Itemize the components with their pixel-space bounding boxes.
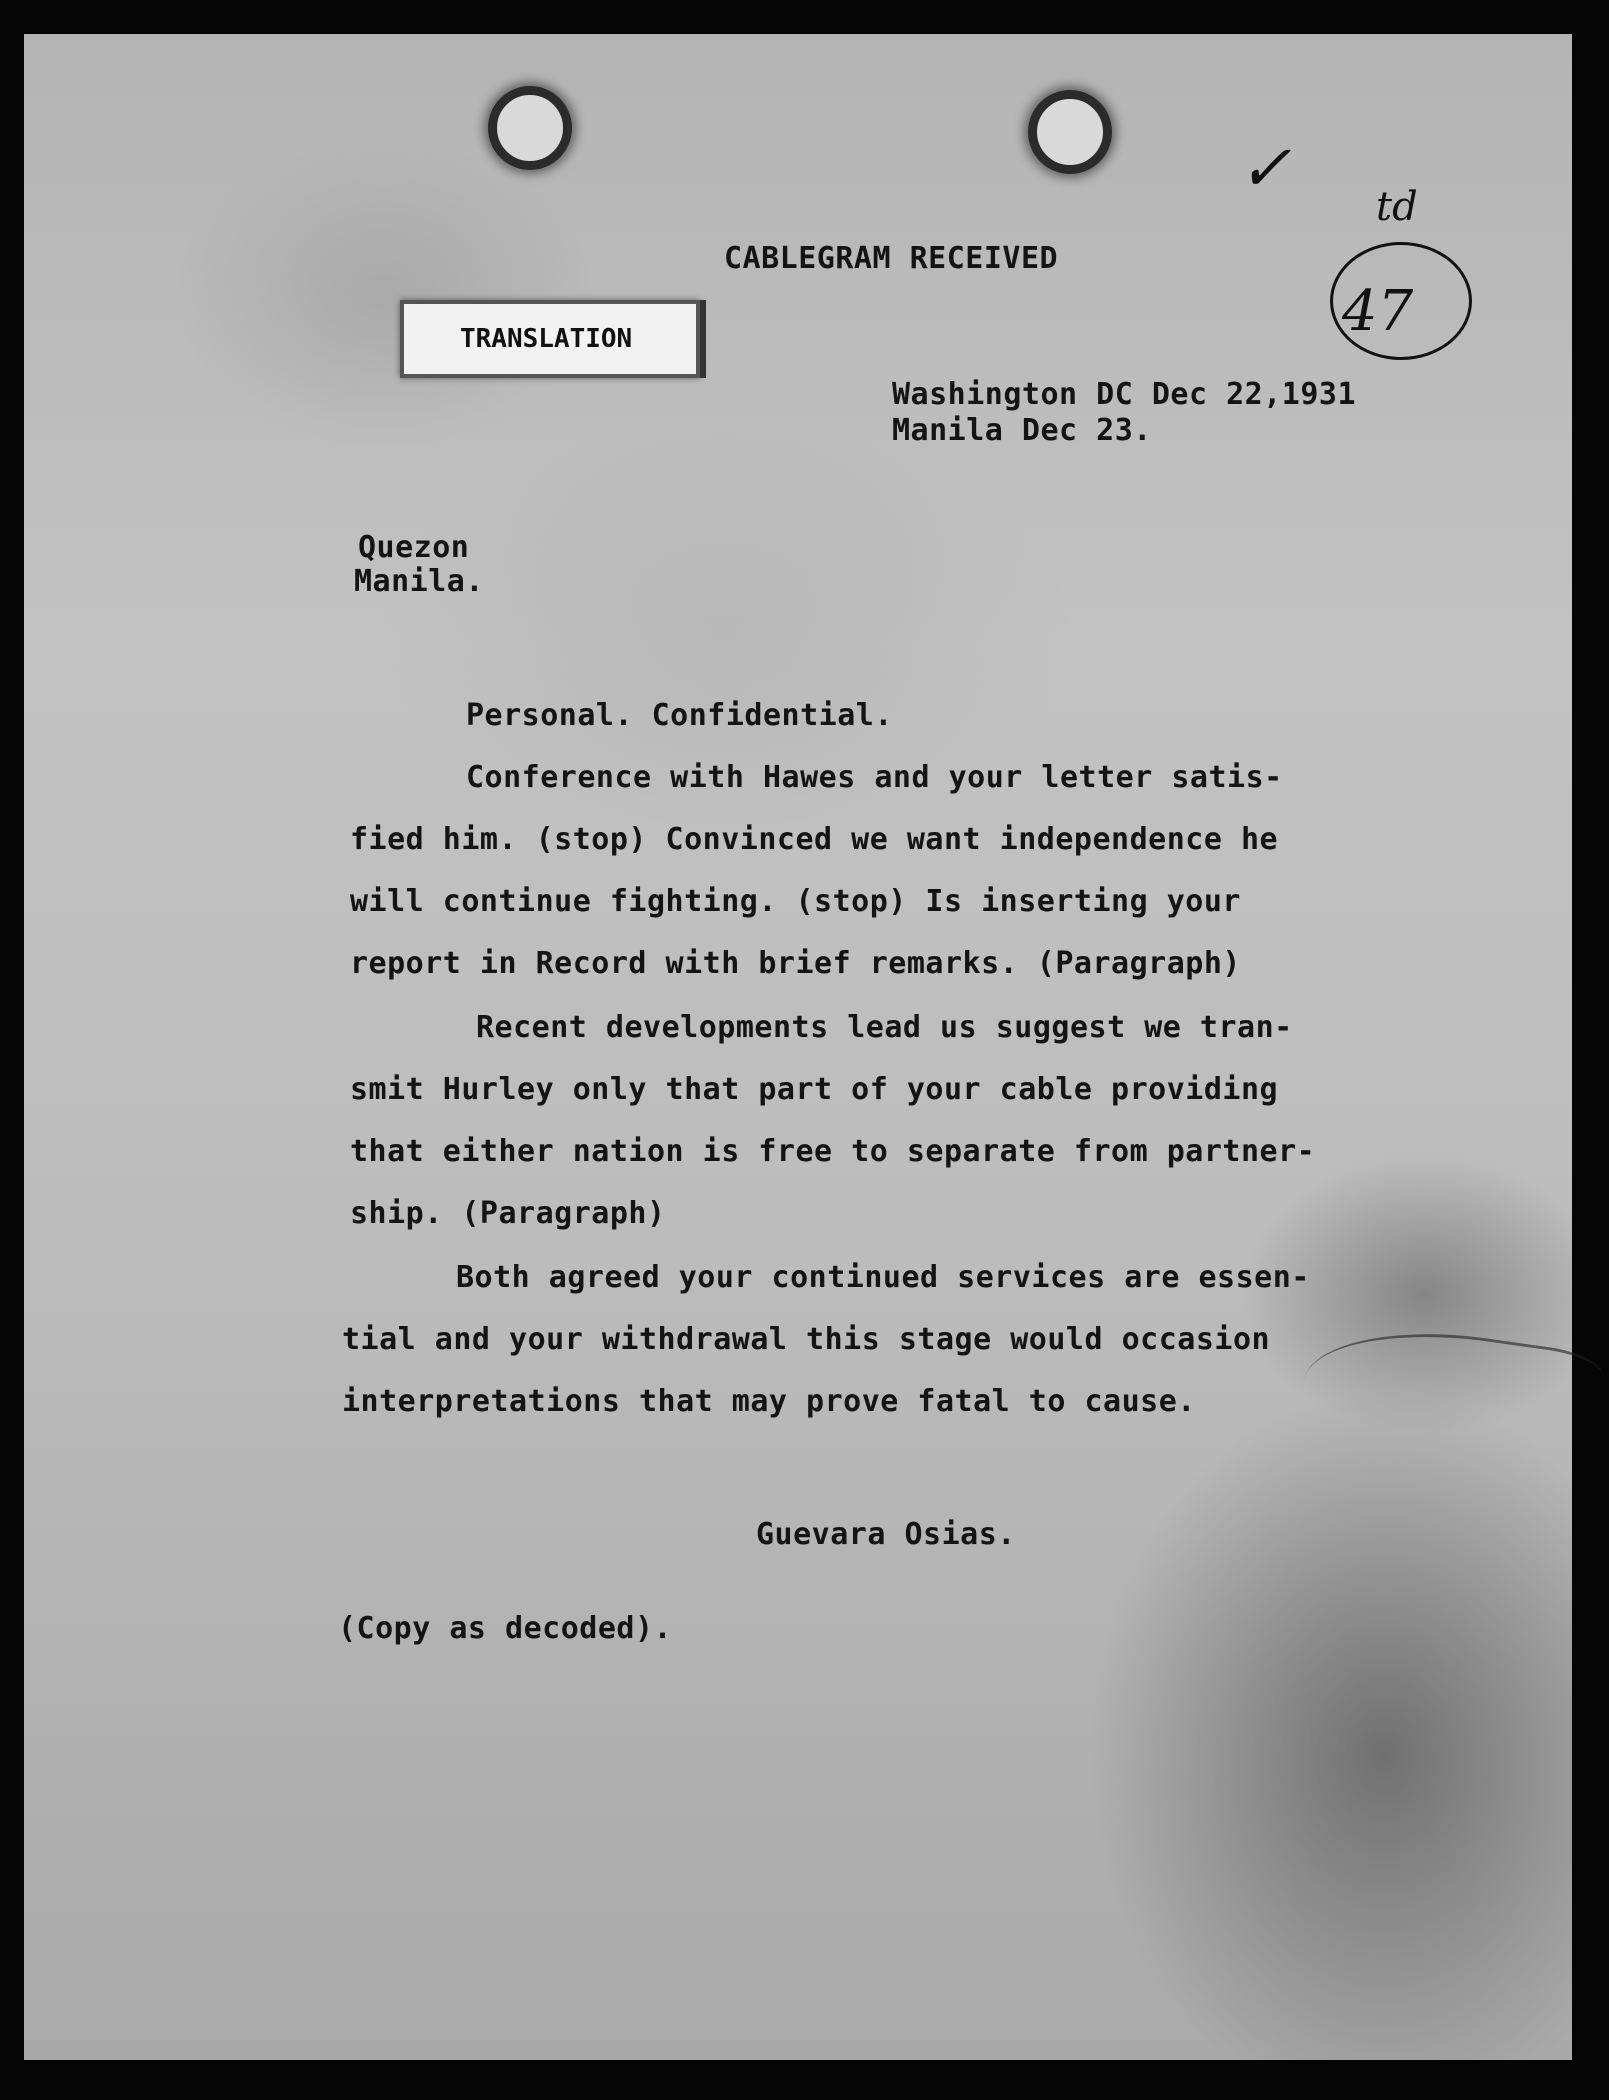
body-line: smit Hurley only that part of your cable providing [350, 1072, 1279, 1107]
body-line: Recent developments lead us suggest we tran- [476, 1010, 1293, 1045]
body-line: tial and your withdrawal this stage would occasion [342, 1322, 1271, 1357]
body-line: interpretations that may prove fatal to cause. [342, 1384, 1196, 1419]
body-line: Conference with Hawes and your letter satis- [466, 760, 1283, 795]
body-line: report in Record with brief remarks. (Paragraph) [350, 946, 1241, 981]
paper-tear [1298, 1314, 1607, 1467]
translation-stamp-label: TRANSLATION [460, 324, 633, 354]
signature: Guevara Osias. [756, 1517, 1016, 1552]
body-line: ship. (Paragraph) [350, 1196, 666, 1231]
dateline-sent: Washington DC Dec 22,1931 [892, 377, 1357, 412]
addressee-city: Manila. [354, 564, 484, 599]
handwritten-note: td [1376, 184, 1418, 230]
addressee-name: Quezon [358, 530, 470, 565]
body-line: that either nation is free to separate from partner- [350, 1134, 1316, 1169]
punch-hole-right [1028, 90, 1112, 174]
document-page [24, 34, 1572, 2060]
dateline-received: Manila Dec 23. [892, 413, 1152, 448]
footer-note: (Copy as decoded). [338, 1611, 673, 1646]
punch-hole-left [488, 86, 572, 170]
handwritten-check-mark: ✓ [1238, 132, 1292, 206]
body-line: fied him. (stop) Convinced we want independence he [350, 822, 1279, 857]
handwritten-page-number: 47 [1342, 279, 1414, 344]
body-line: Personal. Confidential. [466, 698, 893, 733]
translation-stamp [400, 300, 700, 378]
body-line: Both agreed your continued services are essen- [456, 1260, 1310, 1295]
document-header: CABLEGRAM RECEIVED [724, 241, 1059, 276]
body-line: will continue fighting. (stop) Is inserting your [350, 884, 1241, 919]
